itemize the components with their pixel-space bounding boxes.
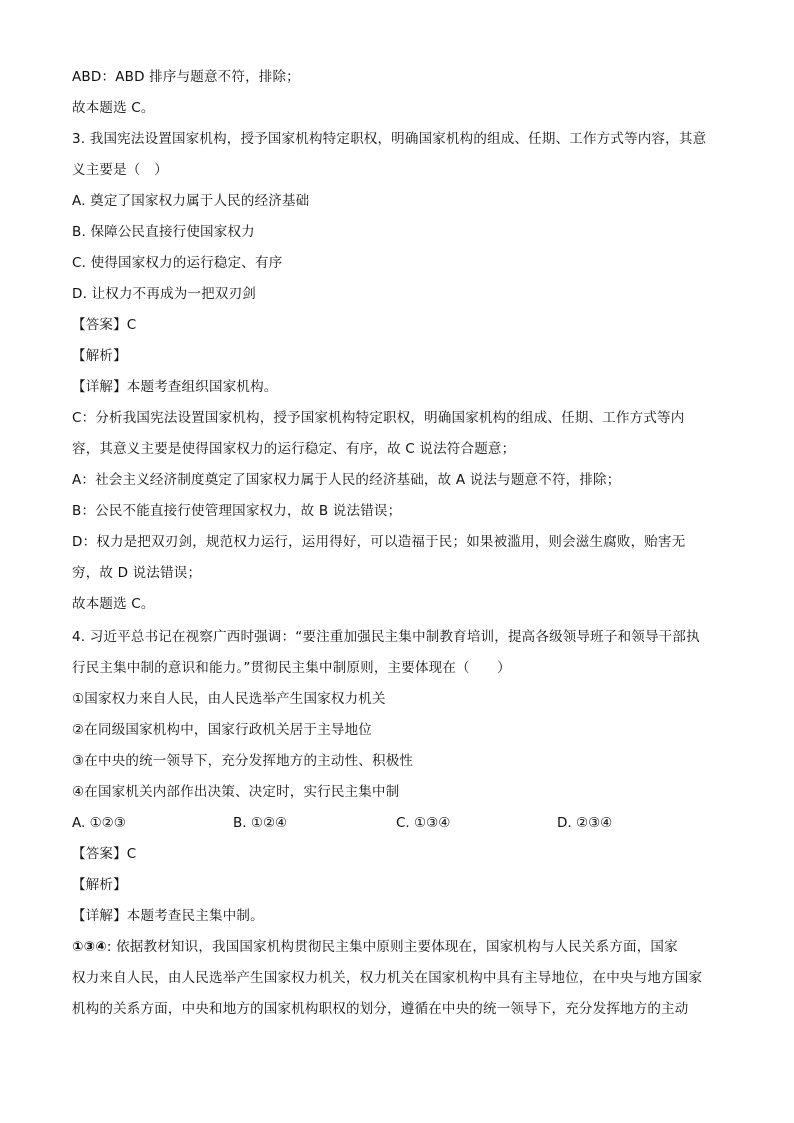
question-4-stem: 4. 习近平总书记在视察广西时强调：“要注重加强民主集中制教育培训，提高各级领导班子和领导干部执 <box>72 629 700 645</box>
option-c: C. ①③④ <box>396 815 451 831</box>
text-line: D：权力是把双刃剑，规范权力运行，运用得好，可以造福于民；如果被滥用，则会滋生腐败，贻害无 <box>72 534 686 550</box>
analysis-label: 【解析】 <box>72 877 127 893</box>
option-a: A. 奠定了国家权力属于人民的经济基础 <box>72 193 310 209</box>
answer-label: 【答案】C <box>72 317 137 333</box>
explanation-line: 机构的关系方面，中央和地方的国家机构职权的划分，遵循在中央的统一领导下，充分发挥地方的主动 <box>72 1001 689 1017</box>
text-line: B：公民不能直接行使管理国家权力，故 B 说法错误； <box>72 503 402 519</box>
statement-4: ④在国家机关内部作出决策、决定时，实行民主集中制 <box>72 784 400 800</box>
text-line: C：分析我国宪法设置国家机构，授予国家机构特定职权，明确国家机构的组成、任期、工作方式等内 <box>72 410 685 426</box>
option-d: D. ②③④ <box>557 815 613 831</box>
option-b: B. ①②④ <box>233 815 288 831</box>
option-c: C. 使得国家权力的运行稳定、有序 <box>72 255 283 271</box>
option-a: A. ①②③ <box>72 815 126 831</box>
statement-1: ①国家权力来自人民，由人民选举产生国家权力机关 <box>72 691 386 707</box>
detail-line: 【详解】本题考查组织国家机构。 <box>72 379 278 395</box>
option-d: D. 让权力不再成为一把双刃剑 <box>72 286 256 302</box>
explanation-marker: ①③④ <box>72 939 107 955</box>
text-line: 穷，故 D 说法错误； <box>72 565 202 581</box>
analysis-label: 【解析】 <box>72 348 127 364</box>
text-line: 故本题选 C。 <box>72 596 155 612</box>
explanation-line <box>72 938 678 956</box>
question-4-stem-cont: 行民主集中制的意识和能力。”贯彻民主集中制原则，主要体现在（ ） <box>72 660 511 676</box>
statement-3: ③在中央的统一领导下，充分发挥地方的主动性、积极性 <box>72 753 414 769</box>
detail-line: 【详解】本题考查民主集中制。 <box>72 908 264 924</box>
answer-label: 【答案】C <box>72 846 137 862</box>
text-line: ABD：ABD 排序与题意不符，排除； <box>72 69 300 85</box>
question-3-stem-cont: 义主要是（ ） <box>72 162 168 178</box>
text-line: 故本题选 C。 <box>72 100 155 116</box>
option-b: B. 保障公民直接行使国家权力 <box>72 224 255 240</box>
explanation-line: 权力来自人民，由人民选举产生国家权力机关，权力机关在国家机构中具有主导地位，在中央与地方国家 <box>72 970 703 986</box>
text-line: A：社会主义经济制度奠定了国家权力属于人民的经济基础，故 A 说法与题意不符，排除； <box>72 472 621 488</box>
text-line: 容，其意义主要是使得国家权力的运行稳定、有序，故 C 说法符合题意； <box>72 441 516 457</box>
question-3-stem: 3. 我国宪法设置国家机构，授予国家机构特定职权，明确国家机构的组成、任期、工作方式等内容，其意 <box>72 131 707 147</box>
statement-2: ②在同级国家机构中，国家行政机关居于主导地位 <box>72 722 373 738</box>
explanation-text: : 依据教材知识，我国国家机构贯彻民主集中原则主要体现在，国家机构与人民关系方面，国家 <box>106 939 678 955</box>
